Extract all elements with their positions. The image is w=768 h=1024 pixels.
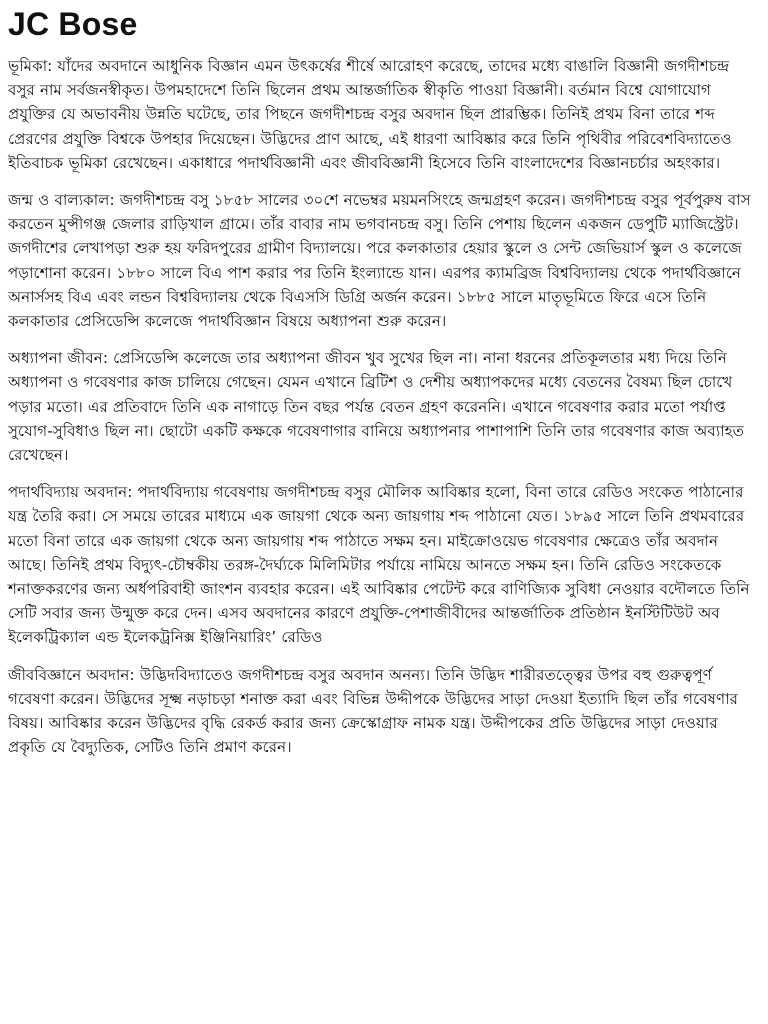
section-text: প্রেসিডেন্সি কলেজে তার অধ্যাপনা জীবন খুব সুখের ছিল না। নানা ধরনের প্রতিকূলতার মধ্য দিয়ে তিনি অধ্যাপনা ও গবেষণার কাজ চালিয়ে গেছেন। যেমন এখানে ব্রিটিশ ও দেশীয় অধ্যাপকদের মধ্যে বেতনের বৈষম্য ছিল চোখে পড়ার মতো। এর প্রতিবাদে তিনি এক নাগাড়ে তিন বছর পর্যন্ত বেতন গ্রহণ করেননি। এখানে গবেষণার করার মতো পর্যাপ্ত সুযোগ-সুবিধাও ছিল না। ছোটো একটি কক্ষকে গবেষণাগার বানিয়ে অধ্যাপনার পাশাপাশি তিনি তার গবেষণার কাজ অব্যাহত রেখেছেন। bbox=[8, 349, 744, 465]
section-text: জগদীশচন্দ্র বসু ১৮৫৮ সালের ৩০শে নভেম্বর ময়মনসিংহে জন্মগ্রহণ করেন। জগদীশচন্দ্র বসুর পূর্বপুরুষ বাস করতেন মুন্সীগঞ্জ জেলার রাড়িখাল গ্রামে। তাঁর বাবার নাম ভগবানচন্দ্র বসু। তিনি পেশায় ছিলেন একজন ডেপুটি ম্যাজিস্ট্রেট। জগদীশের লেখাপড়া শুরু হয় ফরিদপুরের গ্রামীণ বিদ্যালয়ে। পরে কলকাতার হেয়ার স্কুলে ও সেন্ট জেভিয়ার্স স্কুল ও কলেজে পড়াশোনা করেন। ১৮৮০ সালে বিএ পাশ করার পর তিনি ইংল্যান্ডে যান। এরপর ক্যামব্রিজ বিশ্ববিদ্যালয় থেকে পদার্থবিজ্ঞানে অনার্সসহ বিএ এবং লন্ডন বিশ্ববিদ্যালয় থেকে বিএসসি ডিগ্রি অর্জন করেন। ১৮৮৫ সালে মাতৃভূমিতে ফিরে এসে তিনি কলকাতার প্রেসিডেন্সি কলেজে পদার্থবিজ্ঞান বিষয়ে অধ্যাপনা শুরু করেন। bbox=[8, 191, 751, 331]
section-heading: পদার্থবিদ্যায় অবদান: bbox=[8, 483, 133, 502]
section-heading: অধ্যাপনা জীবন: bbox=[8, 349, 108, 368]
section-introduction bbox=[8, 54, 760, 175]
section-text: উদ্ভিদবিদ্যাতেও জগদীশচন্দ্র বসুর অবদান অনন্য। তিনি উদ্ভিদ শারীরতত্ত্বের উপর বহু গুরুত্বপূর্ণ গবেষণা করেন। উদ্ভিদের সূক্ষ্ম নড়াচড়া শনাক্ত করা এবং বিভিন্ন উদ্দীপকে উদ্ভিদের সাড়া দেওয়া ইত্যাদি ছিল তাঁর গবেষণার বিষয়। আবিষ্কার করেন উদ্ভিদের বৃদ্ধি রেকর্ড করার জন্য ক্রেস্কোগ্রাফ নামক যন্ত্র। উদ্দীপকের প্রতি উদ্ভিদের সাড়া দেওয়ার প্রকৃতি যে বৈদ্যুতিক, সেটিও তিনি প্রমাণ করেন। bbox=[8, 665, 738, 757]
section-birth-childhood bbox=[8, 188, 760, 333]
section-text: যাঁদের অবদানে আধুনিক বিজ্ঞান এমন উৎকর্ষের শীর্ষে আরোহণ করেছে, তাদের মধ্যে বাঙালি বিজ্ঞানী জগদীশচন্দ্র বসুর নাম সর্বজনস্বীকৃত। উপমহাদেশে তিনি ছিলেন প্রথম আন্তর্জাতিক স্বীকৃতি পাওয়া বিজ্ঞানী। বর্তমান বিশ্বে যোগাযোগ প্রযুক্তির যে অভাবনীয় উন্নতি ঘটেছে, তার পিছনে জগদীশচন্দ্র বসুর অবদান ছিল প্রারম্ভিক। তিনিই প্রথম বিনা তারে শব্দ প্রেরণের প্রযুক্তি বিশ্বকে উপহার দিয়েছেন। উদ্ভিদের প্রাণ আছে, এই ধারণা আবিষ্কার করে তিনি পৃথিবীর পরিবেশবিদ্যাতেও ইতিবাচক ভূমিকা রেখেছেন। একাধারে পদার্থবিজ্ঞানী এবং জীববিজ্ঞানী হিসেবে তিনি বাংলাদেশের বিজ্ঞানচর্চার অহংকার। bbox=[8, 57, 732, 172]
section-teaching-life bbox=[8, 346, 760, 467]
section-physics-contribution bbox=[8, 480, 760, 649]
section-heading: জীববিজ্ঞানে অবদান: bbox=[8, 665, 135, 684]
section-heading: ভূমিকা: bbox=[8, 57, 53, 75]
section-heading: জন্ম ও বাল্যকাল: bbox=[8, 191, 115, 210]
section-biology-contribution bbox=[8, 663, 760, 760]
page-title: JC Bose bbox=[8, 6, 138, 42]
section-text: পদার্থবিদ্যায় গবেষণায় জগদীশচন্দ্র বসুর মৌলিক আবিষ্কার হলো, বিনা তারে রেডিও সংকেত পাঠানোর যন্ত্র তৈরি করা। সে সময়ে তারের মাধ্যমে এক জায়গা থেকে অন্য জায়গায় শব্দ পাঠানো যেত। ১৮৯৫ সালে তিনি প্রথমবারের মতো বিনা তারে এক জায়গা থেকে অন্য জায়গায় শব্দ পাঠাতে সক্ষম হন। মাইক্রোওয়েভ গবেষণার ক্ষেত্রেও তাঁর অবদান আছে। তিনিই প্রথম বিদ্যুৎ-চৌম্বকীয় তরঙ্গ-দৈর্ঘ্যকে মিলিমিটার পর্যায়ে নামিয়ে আনতে সক্ষম হন। তিনি রেডিও সংকেতকে শনাক্তকরণের জন্য অর্ধপরিবাহী জাংশন ব্যবহার করেন। এই আবিষ্কার পেটেন্ট করে বাণিজ্যিক সুবিধা নেওয়ার বদৌলতে তিনি সেটি সবার জন্য উন্মুক্ত করে দেন। এসব অবদানের কারণে প্রযুক্তি-পেশাজীবীদের আন্তর্জাতিক প্রতিষ্ঠান ইনস্টিটিউট অব ইলেকট্রিক্যাল এন্ড ইলেকট্রনিক্স ইঞ্জিনিয়ারিং’ রেডিও bbox=[8, 483, 750, 647]
